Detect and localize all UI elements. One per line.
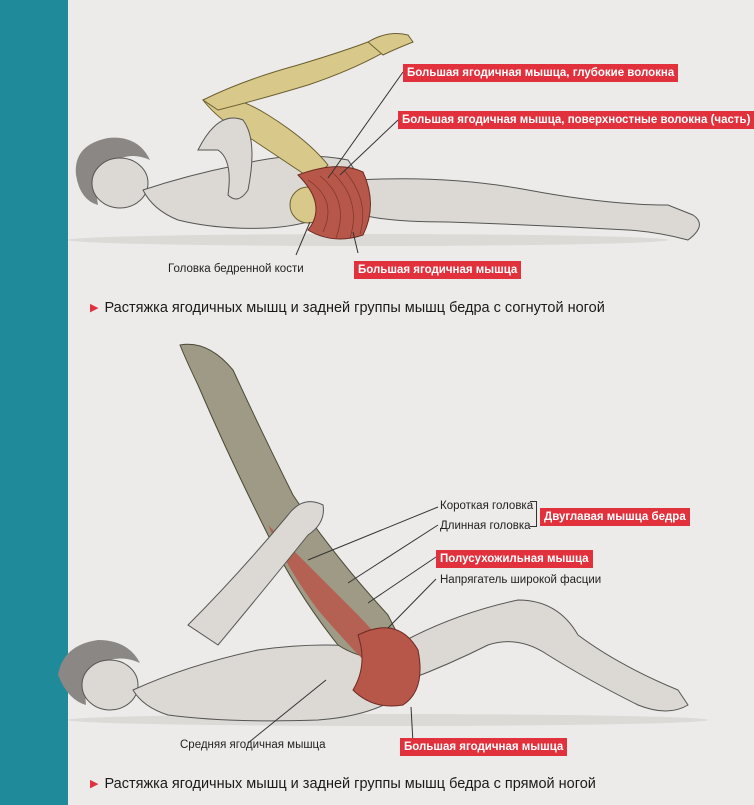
floor-shadow (68, 234, 668, 246)
caption-straight-leg-text: Растяжка ягодичных мышц и задней группы мышц бедра с прямой ногой (104, 776, 596, 792)
illustration-panel-bent-leg (68, 0, 751, 345)
label-femoral-head: Головка бедренной кости (168, 263, 304, 275)
triangle-bullet-icon: ▶ (90, 302, 99, 314)
label-tensor-fasciae-latae: Напрягатель широкой фасции (440, 574, 602, 586)
illustration-panel-straight-leg (68, 345, 713, 805)
head (82, 660, 138, 710)
bracket-biceps-femoris (530, 501, 537, 527)
label-gluteus-maximus-1: Большая ягодичная мышца (354, 261, 521, 279)
tibia-bone (203, 40, 388, 110)
extended-leg (358, 179, 699, 240)
label-gluteus-superficial-fibers: Большая ягодичная мышца, поверхностные волокна (часть) (398, 111, 754, 129)
label-gluteus-maximus-2: Большая ягодичная мышца (400, 738, 567, 756)
label-short-head: Короткая головка (440, 500, 534, 512)
head (92, 158, 148, 208)
label-semitendinosus: Полусухожильная мышца (436, 550, 593, 568)
label-long-head: Длинная головка (440, 520, 531, 532)
triangle-bullet-icon: ▶ (90, 778, 99, 790)
gluteus-maximus-shape (353, 628, 420, 706)
caption-straight-leg (90, 776, 596, 792)
floor-shadow (68, 714, 708, 726)
straight-leg-stretch-illustration (68, 345, 713, 805)
sidebar-stripe (0, 0, 68, 805)
label-biceps-femoris: Двуглавая мышца бедра (540, 508, 690, 526)
bent-leg-stretch-illustration (68, 0, 713, 345)
caption-bent-leg-text: Растяжка ягодичных мышц и задней группы мышц бедра с согнутой ногой (104, 300, 605, 316)
caption-bent-leg (90, 300, 605, 316)
bent-leg (388, 600, 688, 711)
label-gluteus-medius: Средняя ягодичная мышца (180, 739, 326, 751)
label-gluteus-deep-fibers: Большая ягодичная мышца, глубокие волокна (403, 64, 678, 82)
